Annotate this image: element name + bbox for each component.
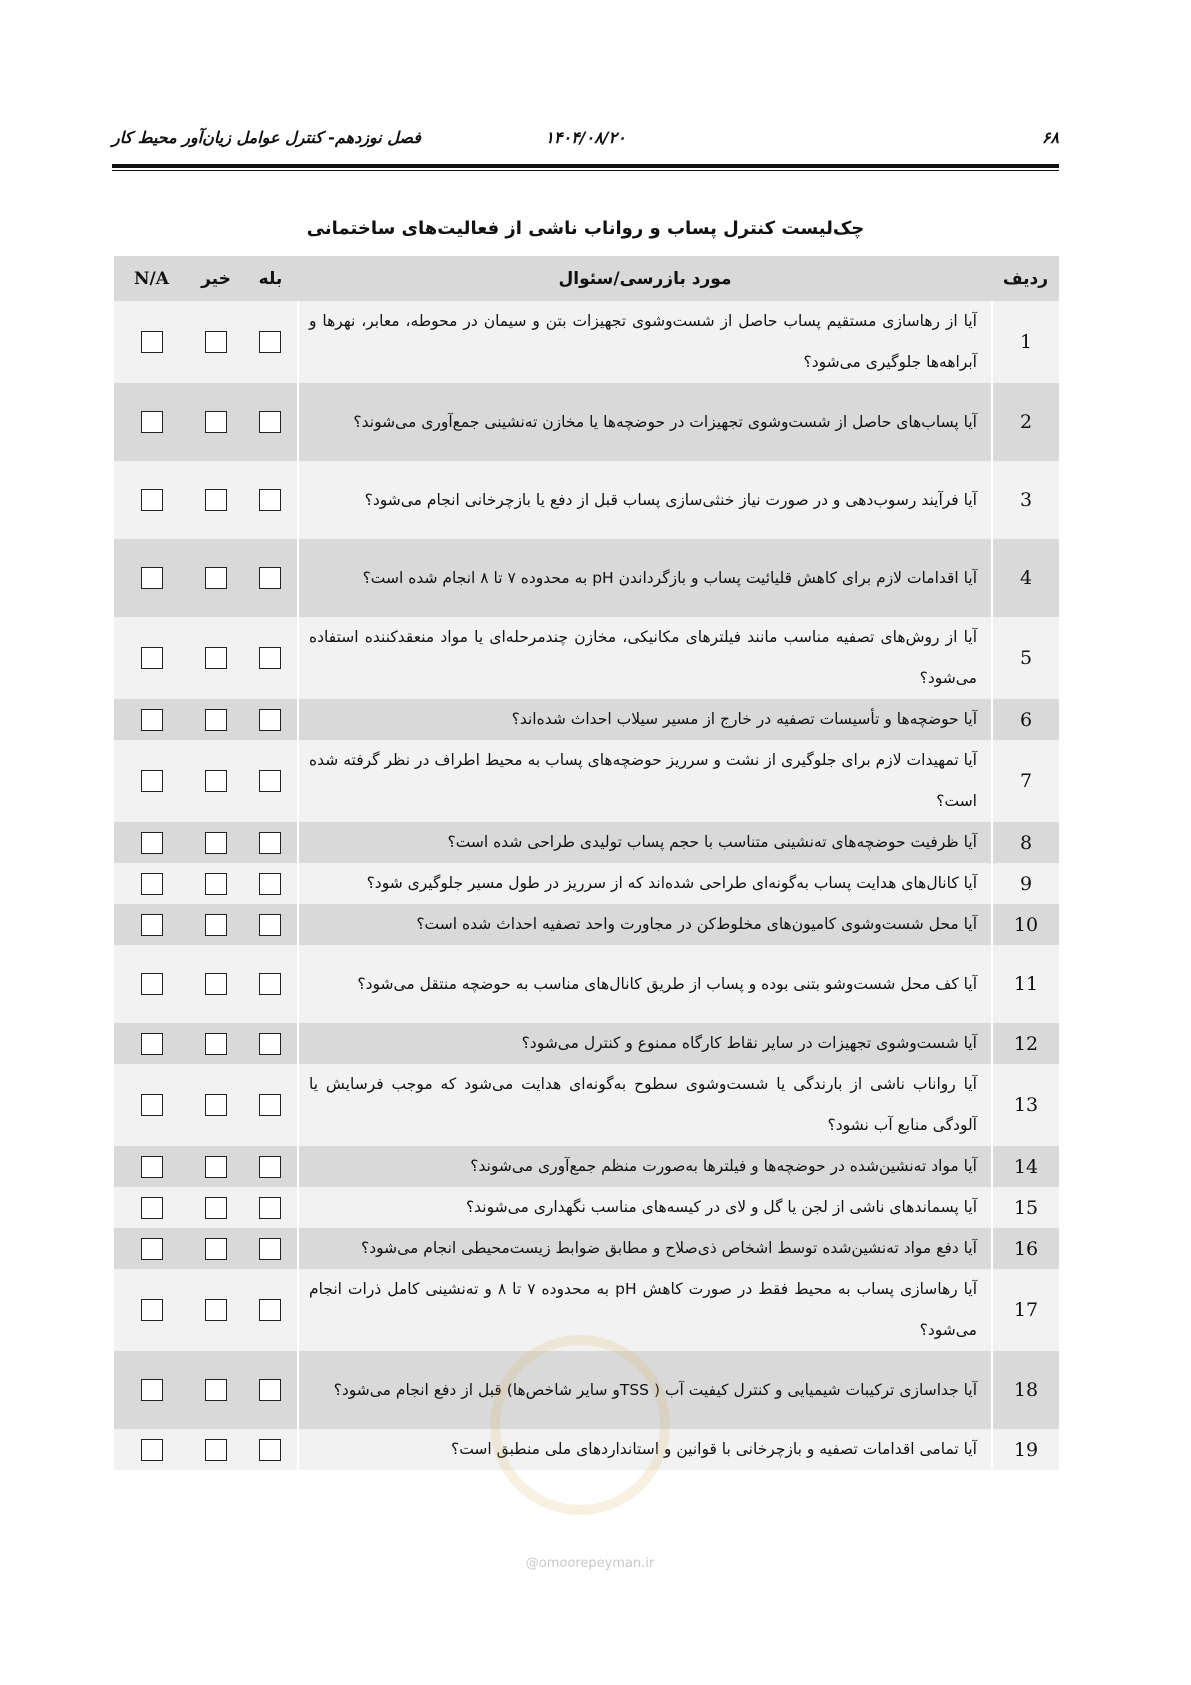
checkbox-no[interactable] <box>205 647 227 669</box>
row-number: 2 <box>992 383 1059 461</box>
checkbox-na[interactable] <box>141 873 163 895</box>
cell-no <box>189 539 243 617</box>
watermark-text: @omoorepeyman.ir <box>525 1556 655 1571</box>
row-number: 14 <box>992 1146 1059 1187</box>
checkbox-yes[interactable] <box>259 647 281 669</box>
page-number: ۶۸ <box>1041 128 1059 147</box>
cell-no <box>189 699 243 740</box>
cell-yes <box>243 863 298 904</box>
row-question: آیا از رهاسازی مستقیم پساب حاصل از شست‌وشوی تجهیزات بتن و سیمان در محوطه، معابر، نهرها و آبراهه‌ها جلوگیری می‌شود؟ <box>298 301 992 383</box>
checkbox-na[interactable] <box>141 1238 163 1260</box>
cell-na <box>114 301 189 383</box>
cell-na <box>114 904 189 945</box>
checklist-row <box>114 1023 1059 1064</box>
cell-na <box>114 1146 189 1187</box>
row-number: 18 <box>992 1351 1059 1429</box>
checkbox-no[interactable] <box>205 1197 227 1219</box>
checkbox-na[interactable] <box>141 832 163 854</box>
checkbox-yes[interactable] <box>259 1299 281 1321</box>
cell-yes <box>243 1023 298 1064</box>
row-number: 3 <box>992 461 1059 539</box>
row-question: آیا اقدامات لازم برای کاهش قلیائیت پساب و بازگرداندن pH به محدوده ۷ تا ۸ انجام شده است؟ <box>298 539 992 617</box>
checkbox-no[interactable] <box>205 873 227 895</box>
row-number: 4 <box>992 539 1059 617</box>
checkbox-no[interactable] <box>205 331 227 353</box>
cell-yes <box>243 617 298 699</box>
checkbox-no[interactable] <box>205 832 227 854</box>
header-row-number: ردیف <box>992 256 1059 301</box>
checkbox-na[interactable] <box>141 770 163 792</box>
checklist-row <box>114 1064 1059 1146</box>
checkbox-no[interactable] <box>205 973 227 995</box>
cell-na <box>114 699 189 740</box>
header-rule-thin <box>112 170 1059 171</box>
cell-na <box>114 740 189 822</box>
checkbox-no[interactable] <box>205 411 227 433</box>
cell-yes <box>243 822 298 863</box>
row-number: 5 <box>992 617 1059 699</box>
cell-no <box>189 617 243 699</box>
checkbox-no[interactable] <box>205 1033 227 1055</box>
checkbox-yes[interactable] <box>259 1197 281 1219</box>
row-question: آیا شست‌وشوی تجهیزات در سایر نقاط کارگاه ممنوع و کنترل می‌شود؟ <box>298 1023 992 1064</box>
checkbox-no[interactable] <box>205 1299 227 1321</box>
cell-no <box>189 461 243 539</box>
checklist-row <box>114 1228 1059 1269</box>
cell-no <box>189 1351 243 1429</box>
checkbox-no[interactable] <box>205 1379 227 1401</box>
row-question: آیا تمامی اقدامات تصفیه و بازچرخانی با قوانین و استانداردهای ملی منطبق است؟ <box>298 1429 992 1470</box>
checkbox-no[interactable] <box>205 1439 227 1461</box>
row-question: آیا کانال‌های هدایت پساب به‌گونه‌ای طراحی شده‌اند که از سرریز در طول مسیر جلوگیری شود؟ <box>298 863 992 904</box>
row-number: 19 <box>992 1429 1059 1470</box>
checkbox-na[interactable] <box>141 647 163 669</box>
checklist-row <box>114 945 1059 1023</box>
checklist-body <box>114 301 1059 1470</box>
cell-yes <box>243 945 298 1023</box>
row-number: 10 <box>992 904 1059 945</box>
checkbox-no[interactable] <box>205 1156 227 1178</box>
cell-na <box>114 1429 189 1470</box>
checkbox-yes[interactable] <box>259 873 281 895</box>
checkbox-no[interactable] <box>205 1238 227 1260</box>
cell-yes <box>243 383 298 461</box>
chapter-title: فصل نوزدهم- کنترل عوامل زیان‌آور محیط کار <box>112 128 421 147</box>
table-title: چک‌لیست کنترل پساب و رواناب ناشی از فعالیت‌های ساختمانی <box>306 218 865 239</box>
row-number: 13 <box>992 1064 1059 1146</box>
header-rule <box>112 164 1059 168</box>
cell-na <box>114 1351 189 1429</box>
cell-no <box>189 1187 243 1228</box>
checkbox-yes[interactable] <box>259 1156 281 1178</box>
header-yes: بله <box>243 256 298 301</box>
cell-yes <box>243 740 298 822</box>
checklist-row <box>114 699 1059 740</box>
checkbox-na[interactable] <box>141 1439 163 1461</box>
cell-yes <box>243 1146 298 1187</box>
cell-yes <box>243 301 298 383</box>
checkbox-na[interactable] <box>141 914 163 936</box>
row-number: 17 <box>992 1269 1059 1351</box>
checkbox-na[interactable] <box>141 411 163 433</box>
cell-no <box>189 383 243 461</box>
cell-yes <box>243 1187 298 1228</box>
cell-na <box>114 1269 189 1351</box>
row-question: آیا ظرفیت حوضچه‌های ته‌نشینی متناسب با حجم پساب تولیدی طراحی شده است؟ <box>298 822 992 863</box>
cell-na <box>114 383 189 461</box>
row-question: آیا محل شست‌وشوی کامیون‌های مخلوط‌کن در مجاورت واحد تصفیه احداث شده است؟ <box>298 904 992 945</box>
row-question: آیا فرآیند رسوب‌دهی و در صورت نیاز خنثی‌سازی پساب قبل از دفع یا بازچرخانی انجام می‌شود؟ <box>298 461 992 539</box>
cell-no <box>189 1269 243 1351</box>
checkbox-yes[interactable] <box>259 1033 281 1055</box>
row-question: آیا پسماندهای ناشی از لجن یا گل و لای در کیسه‌های مناسب نگهداری می‌شوند؟ <box>298 1187 992 1228</box>
cell-yes <box>243 1429 298 1470</box>
cell-yes <box>243 1351 298 1429</box>
checklist-row <box>114 539 1059 617</box>
header-date: ۱۴۰۴/۰۸/۲۰ <box>545 128 626 147</box>
checklist-row <box>114 617 1059 699</box>
checkbox-yes[interactable] <box>259 709 281 731</box>
checkbox-yes[interactable] <box>259 914 281 936</box>
checklist-row <box>114 822 1059 863</box>
header-na: N/A <box>114 256 189 301</box>
header-no: خیر <box>189 256 243 301</box>
checklist-row <box>114 863 1059 904</box>
checkbox-yes[interactable] <box>259 1238 281 1260</box>
checkbox-na[interactable] <box>141 973 163 995</box>
checklist-row <box>114 904 1059 945</box>
row-question: آیا از روش‌های تصفیه مناسب مانند فیلترهای مکانیکی، مخازن چندمرحله‌ای یا مواد منعقدکننده استفاده می‌شود؟ <box>298 617 992 699</box>
checklist-row <box>114 1269 1059 1351</box>
row-question: آیا تمهیدات لازم برای جلوگیری از نشت و سرریز حوضچه‌های پساب به محیط اطراف در نظر گرفته شده است؟ <box>298 740 992 822</box>
checkbox-na[interactable] <box>141 489 163 511</box>
cell-no <box>189 1064 243 1146</box>
row-number: 7 <box>992 740 1059 822</box>
checkbox-no[interactable] <box>205 567 227 589</box>
row-number: 8 <box>992 822 1059 863</box>
checkbox-na[interactable] <box>141 331 163 353</box>
cell-na <box>114 1023 189 1064</box>
checklist-row <box>114 301 1059 383</box>
checkbox-no[interactable] <box>205 1094 227 1116</box>
cell-yes <box>243 904 298 945</box>
cell-na <box>114 539 189 617</box>
checklist-row <box>114 461 1059 539</box>
cell-na <box>114 1064 189 1146</box>
row-number: 16 <box>992 1228 1059 1269</box>
checkbox-na[interactable] <box>141 1094 163 1116</box>
checkbox-na[interactable] <box>141 1379 163 1401</box>
cell-yes <box>243 1269 298 1351</box>
checkbox-yes[interactable] <box>259 489 281 511</box>
header-question: مورد بازرسی/سئوال <box>298 256 992 301</box>
checkbox-yes[interactable] <box>259 770 281 792</box>
row-question: آیا پساب‌های حاصل از شست‌وشوی تجهیزات در حوضچه‌ها یا مخازن ته‌نشینی جمع‌آوری می‌شوند؟ <box>298 383 992 461</box>
row-question: آیا رواناب ناشی از بارندگی یا شست‌وشوی سطوح به‌گونه‌ای هدایت می‌شود که موجب فرسایش یا آلودگی منابع آب نشود؟ <box>298 1064 992 1146</box>
row-question: آیا مواد ته‌نشین‌شده در حوضچه‌ها و فیلترها به‌صورت منظم جمع‌آوری می‌شوند؟ <box>298 1146 992 1187</box>
cell-na <box>114 1228 189 1269</box>
row-number: 12 <box>992 1023 1059 1064</box>
checklist-row <box>114 1187 1059 1228</box>
checkbox-no[interactable] <box>205 770 227 792</box>
cell-no <box>189 1023 243 1064</box>
row-question: آیا رهاسازی پساب به محیط فقط در صورت کاهش pH به محدوده ۷ تا ۸ و ته‌نشینی کامل ذرات انجام می‌شود؟ <box>298 1269 992 1351</box>
row-question: آیا جداسازی ترکیبات شیمیایی و کنترل کیفیت آب ( TSSو سایر شاخص‌ها) قبل از دفع انجام می‌شود؟ <box>298 1351 992 1429</box>
cell-no <box>189 740 243 822</box>
checkbox-yes[interactable] <box>259 1439 281 1461</box>
cell-yes <box>243 1228 298 1269</box>
cell-na <box>114 461 189 539</box>
cell-no <box>189 1146 243 1187</box>
checkbox-yes[interactable] <box>259 411 281 433</box>
checkbox-no[interactable] <box>205 914 227 936</box>
row-question: آیا حوضچه‌ها و تأسیسات تصفیه در خارج از مسیر سیلاب احداث شده‌اند؟ <box>298 699 992 740</box>
cell-na <box>114 822 189 863</box>
cell-na <box>114 863 189 904</box>
checkbox-na[interactable] <box>141 1299 163 1321</box>
cell-na <box>114 1187 189 1228</box>
checkbox-no[interactable] <box>205 489 227 511</box>
checkbox-na[interactable] <box>141 1197 163 1219</box>
cell-no <box>189 904 243 945</box>
checkbox-yes[interactable] <box>259 331 281 353</box>
cell-no <box>189 945 243 1023</box>
row-question: آیا دفع مواد ته‌نشین‌شده توسط اشخاص ذی‌صلاح و مطابق ضوابط زیست‌محیطی انجام می‌شود؟ <box>298 1228 992 1269</box>
checkbox-na[interactable] <box>141 1156 163 1178</box>
checklist-row <box>114 383 1059 461</box>
cell-yes <box>243 461 298 539</box>
checkbox-yes[interactable] <box>259 1379 281 1401</box>
checklist-table <box>113 256 1059 1470</box>
checkbox-no[interactable] <box>205 709 227 731</box>
cell-no <box>189 1228 243 1269</box>
cell-no <box>189 301 243 383</box>
row-number: 15 <box>992 1187 1059 1228</box>
checkbox-na[interactable] <box>141 709 163 731</box>
cell-yes <box>243 1064 298 1146</box>
checklist-row <box>114 1429 1059 1470</box>
page-header <box>112 128 1059 168</box>
checkbox-na[interactable] <box>141 567 163 589</box>
cell-yes <box>243 699 298 740</box>
row-number: 9 <box>992 863 1059 904</box>
checkbox-yes[interactable] <box>259 832 281 854</box>
cell-no <box>189 822 243 863</box>
checklist-row <box>114 1351 1059 1429</box>
checkbox-na[interactable] <box>141 1033 163 1055</box>
checkbox-yes[interactable] <box>259 973 281 995</box>
cell-na <box>114 617 189 699</box>
row-number: 6 <box>992 699 1059 740</box>
checklist-row <box>114 740 1059 822</box>
checkbox-yes[interactable] <box>259 567 281 589</box>
cell-no <box>189 1429 243 1470</box>
header-row <box>114 256 1059 301</box>
row-number: 1 <box>992 301 1059 383</box>
row-question: آیا کف محل شست‌وشو بتنی بوده و پساب از طریق کانال‌های مناسب به حوضچه منتقل می‌شود؟ <box>298 945 992 1023</box>
cell-na <box>114 945 189 1023</box>
cell-no <box>189 863 243 904</box>
cell-yes <box>243 539 298 617</box>
row-number: 11 <box>992 945 1059 1023</box>
checkbox-yes[interactable] <box>259 1094 281 1116</box>
checklist-row <box>114 1146 1059 1187</box>
